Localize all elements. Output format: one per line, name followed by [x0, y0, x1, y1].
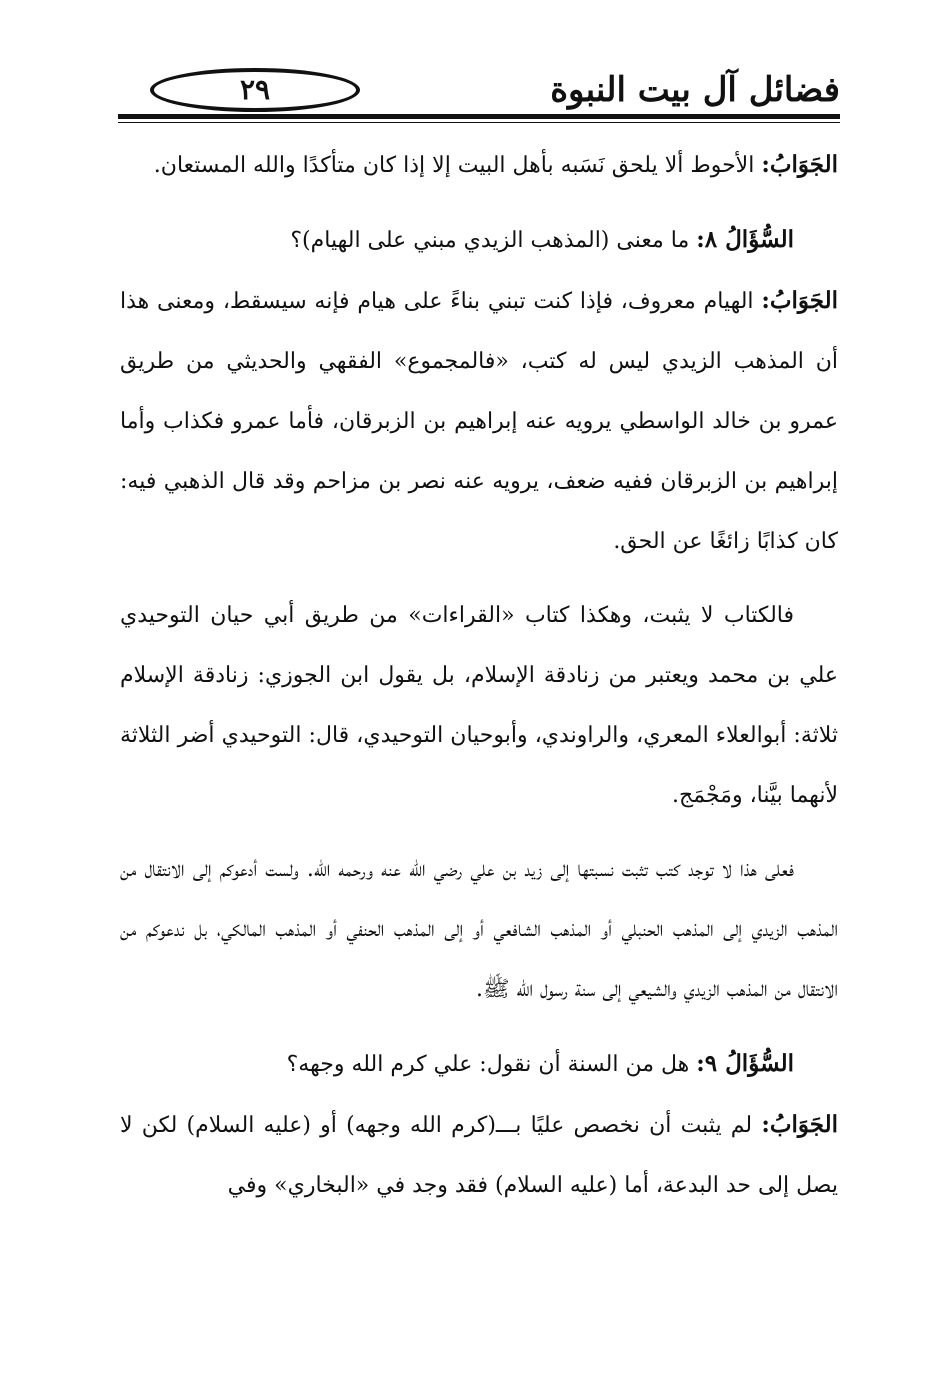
- question-paragraph: [120, 210, 838, 271]
- paragraph-text: فعلى هذا لا توجد كتب تثبت نسبتها إلى زيد بن علي رضي الله عنه ورحمه الله. ولست أدعوكم إلى الانتقال من المذهب الزيدي إلى المذهب الحنبلي أو المذهب الشافعي أو إلى المذهب الحنفي أو المذهب المالكي، بل ندعوكم من الانتقال من المذهب الزيدي والشيعي إلى سنة رسول الله ﷺ.: [120, 857, 838, 1002]
- paragraph-text: الهيام معروف، فإذا كنت تبني بناءً على هيام فإنه سيسقط، ومعنى هذا أن المذهب الزيدي ليس له كتب، «فالمجموع» الفقهي والحديثي من طريق عمرو بن خالد الواسطي يرويه عنه إبراهيم بن الزبرقان، فأما عمرو فكذاب وأما إبراهيم بن الزبرقان ففيه ضعف، يرويه عنه نصر بن مزاحم وقد قال الذهبي فيه: كان كذابًا زائغًا عن الحق.: [120, 289, 838, 554]
- page-number: ٢٩: [239, 73, 271, 106]
- question-label: السُّؤَالُ ٩:: [696, 1050, 794, 1077]
- paragraph-text: لم يثبت أن نخصص عليًا بـــ(كرم الله وجهه) أو (عليه السلام) لكن لا يصل إلى حد البدعة، أما (عليه السلام) فقد وجد في «البخاري» وفي: [120, 1113, 838, 1198]
- header-rule-thin: [118, 122, 840, 123]
- paragraph-text: ما معنى (المذهب الزيدي مبني على الهيام)؟: [290, 228, 697, 253]
- answer-paragraph: [120, 1095, 838, 1216]
- answer-label: الجَوَابُ:: [761, 1111, 838, 1138]
- question-paragraph: [120, 1034, 838, 1095]
- answer-paragraph: [120, 271, 838, 572]
- body-paragraph: [120, 840, 838, 1020]
- paragraph-text: الأحوط ألا يلحق نَسَبه بأهل البيت إلا إذا كان متأكدًا والله المستعان.: [153, 153, 762, 178]
- main-text: [120, 135, 838, 1216]
- book-title: فضائل آل بيت النبوة: [550, 70, 840, 110]
- answer-paragraph: [120, 135, 838, 196]
- page-number-badge: [150, 68, 360, 112]
- question-label: السُّؤَالُ ٨:: [696, 226, 794, 253]
- header-rule-thick: [118, 114, 840, 119]
- paragraph-text: هل من السنة أن نقول: علي كرم الله وجهه؟: [286, 1052, 697, 1077]
- body-paragraph: [120, 586, 838, 826]
- answer-label: الجَوَابُ:: [761, 287, 838, 314]
- answer-label: الجَوَابُ:: [761, 151, 838, 178]
- paragraph-text: فالكتاب لا يثبت، وهكذا كتاب «القراءات» من طريق أبي حيان التوحيدي علي بن محمد ويعتبر من زنادقة الإسلام، بل يقول ابن الجوزي: زنادقة الإسلام ثلاثة: أبوالعلاء المعري، والراوندي، وأبوحيان التوحيدي، قال: التوحيدي أضر الثلاثة لأنهما بيَّنا، ومَجْمَج.: [120, 603, 838, 808]
- running-header: [118, 62, 840, 124]
